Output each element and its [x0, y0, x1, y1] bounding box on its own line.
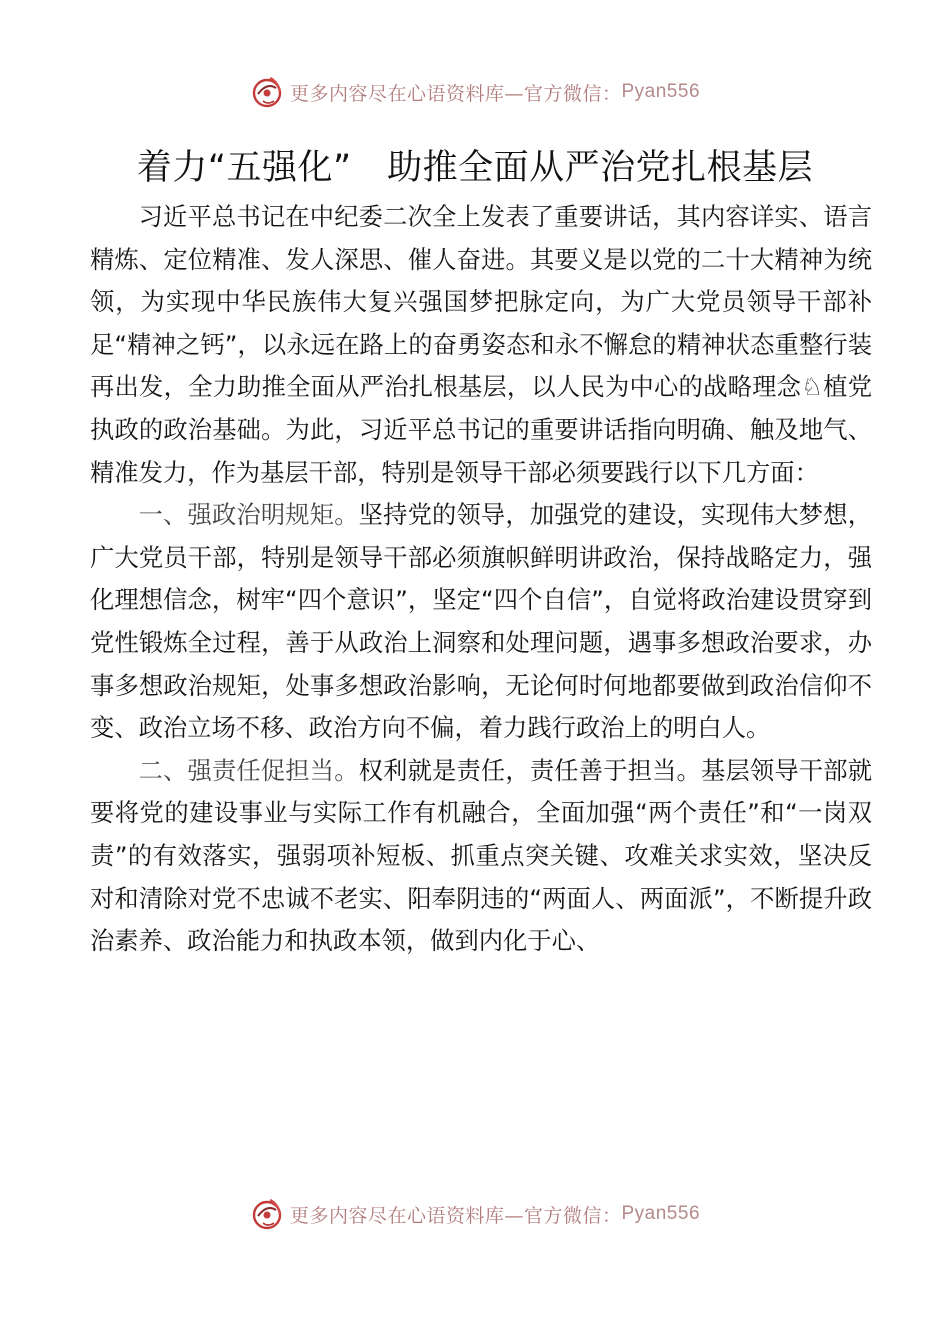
- watermark-text: 更多内容尽在心语资料库—官方微信：: [289, 82, 622, 105]
- watermark-logo-icon: [250, 1196, 286, 1232]
- watermark-banner-top: [0, 74, 950, 110]
- watermark-wechat-id: Pyan556: [621, 1203, 701, 1224]
- paragraph-text: 习近平总书记在中纪委二次全上发表了重要讲话，其内容详实、语言精炼、定位精准、发人深思、催人奋进。其要义是以党的二十大精神为统领，为实现中华民族伟大复兴强国梦把脉定向，为广大党员领导干部补足“精神之钙”，以永远在路上的奋勇姿态和永不懈怠的精神状态重整行装再出发，全力助推全面从严治扎根基层，以人民为中心的战略理念♘植党执政的政治基础。为此，习近平总书记的重要讲话指向明确、触及地气、精准发力，作为基层干部，特别是领导干部必须要践行以下几方面：: [90, 202, 872, 487]
- document-body: [90, 196, 872, 963]
- watermark-logo-icon: [250, 74, 286, 110]
- paragraph-lead: 二、强责任促担当。: [138, 755, 359, 785]
- paragraph: [90, 196, 872, 494]
- paragraph-lead: 一、强政治明规矩。: [138, 500, 359, 530]
- paragraph: [90, 494, 872, 750]
- document-title: 着力“五强化” 助推全面从严治党扎根基层: [136, 148, 814, 188]
- paragraph-text: 权利就是责任，责任善于担当。基层领导干部就要将党的建设事业与实际工作有机融合，全面加强“两个责任”和“一岗双责”的有效落实，强弱项补短板、抓重点突关键、攻难关求实效，坚决反对和清除对党不忠诚不老实、阳奉阴违的“两面人、两面派”，不断提升政治素养、政治能力和执政本领，做到内化于心、: [90, 755, 873, 956]
- watermark-wechat-id: Pyan556: [621, 81, 701, 102]
- paragraph: [90, 750, 872, 963]
- watermark-banner-bottom: [0, 1196, 950, 1232]
- paragraph-text: 坚持党的领导，加强党的建设，实现伟大梦想，广大党员干部，特别是领导干部必须旗帜鲜明讲政治，保持战略定力，强化理想信念，树牢“四个意识”，坚定“四个自信”，自觉将政治建设贯穿到党性锻炼全过程，善于从政治上洞察和处理问题，遇事多想政治要求，办事多想政治规矩，处事多想政治影响，无论何时何地都要做到政治信仰不变、政治立场不移、政治方向不偏，着力践行政治上的明白人。: [90, 500, 873, 743]
- watermark-text: 更多内容尽在心语资料库—官方微信：: [289, 1204, 622, 1227]
